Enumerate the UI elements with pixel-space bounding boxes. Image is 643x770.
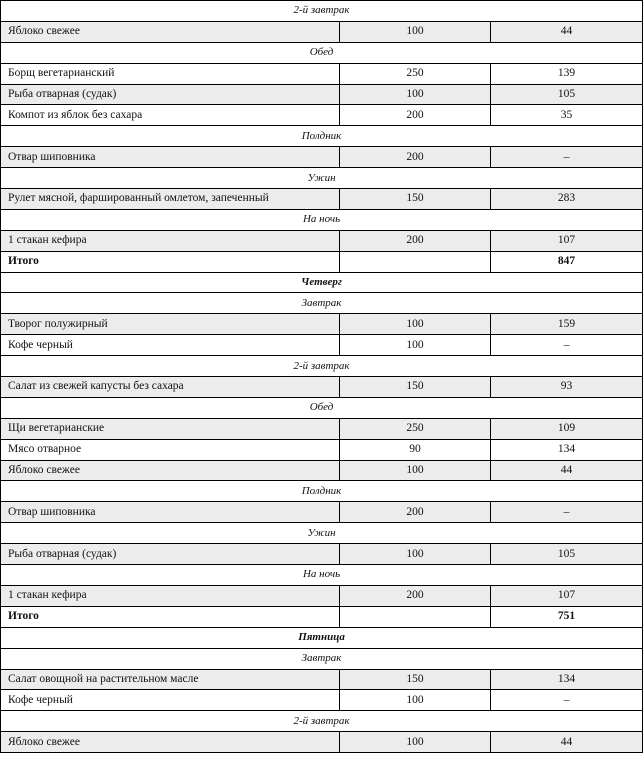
meal-header-row <box>1 126 643 147</box>
food-row <box>1 460 643 481</box>
food-name: Рулет мясной, фаршированный омлетом, запеченный <box>1 189 340 210</box>
food-name: Яблоко свежее <box>1 21 340 42</box>
portion-weight: 100 <box>340 460 491 481</box>
meal-header-row <box>1 397 643 418</box>
food-name: Салат из свежей капусты без сахара <box>1 377 340 398</box>
meal-title: На ночь <box>1 209 643 230</box>
portion-weight: 250 <box>340 63 491 84</box>
food-row <box>1 502 643 523</box>
food-name: Отвар шиповника <box>1 147 340 168</box>
total-row <box>1 606 643 627</box>
meal-title: 2-й завтрак <box>1 356 643 377</box>
meal-header-row <box>1 168 643 189</box>
food-name: Творог полужирный <box>1 314 340 335</box>
food-name: Мясо отварное <box>1 439 340 460</box>
food-name: Кофе черный <box>1 335 340 356</box>
meal-title: Завтрак <box>1 293 643 314</box>
total-label: Итого <box>1 251 340 272</box>
energy-kcal: – <box>491 502 643 523</box>
food-name: Рыба отварная (судак) <box>1 544 340 565</box>
portion-weight: 150 <box>340 669 491 690</box>
energy-kcal: 107 <box>491 230 643 251</box>
meal-title: Завтрак <box>1 648 643 669</box>
portion-weight: 90 <box>340 439 491 460</box>
energy-kcal: 44 <box>491 460 643 481</box>
portion-weight: 150 <box>340 189 491 210</box>
meal-title: Обед <box>1 42 643 63</box>
food-name: Отвар шиповника <box>1 502 340 523</box>
portion-weight: 100 <box>340 690 491 711</box>
meal-header-row <box>1 356 643 377</box>
food-row <box>1 63 643 84</box>
total-label: Итого <box>1 606 340 627</box>
food-row <box>1 189 643 210</box>
energy-kcal: 283 <box>491 189 643 210</box>
portion-weight: 100 <box>340 21 491 42</box>
food-name: 1 стакан кефира <box>1 585 340 606</box>
food-name: Салат овощной на растительном масле <box>1 669 340 690</box>
total-kcal: 847 <box>491 251 643 272</box>
meal-header-row <box>1 481 643 502</box>
energy-kcal: – <box>491 690 643 711</box>
energy-kcal: 134 <box>491 439 643 460</box>
meal-header-row <box>1 565 643 586</box>
meal-title: Обед <box>1 397 643 418</box>
portion-weight: 100 <box>340 732 491 753</box>
energy-kcal: 35 <box>491 105 643 126</box>
meal-header-row <box>1 648 643 669</box>
meal-title: Полдник <box>1 126 643 147</box>
meal-title: На ночь <box>1 565 643 586</box>
meal-header-row <box>1 42 643 63</box>
menu-table-body <box>1 1 643 753</box>
portion-weight: 150 <box>340 377 491 398</box>
energy-kcal: 105 <box>491 84 643 105</box>
food-row <box>1 690 643 711</box>
meal-header-row <box>1 209 643 230</box>
total-kcal: 751 <box>491 606 643 627</box>
food-row <box>1 314 643 335</box>
day-title: Четверг <box>1 272 643 293</box>
energy-kcal: 159 <box>491 314 643 335</box>
portion-weight: 100 <box>340 335 491 356</box>
food-row <box>1 585 643 606</box>
meal-title: Ужин <box>1 168 643 189</box>
portion-weight: 100 <box>340 314 491 335</box>
food-row <box>1 377 643 398</box>
meal-header-row <box>1 1 643 22</box>
portion-weight: 100 <box>340 84 491 105</box>
portion-weight <box>340 251 491 272</box>
food-name: Борщ вегетарианский <box>1 63 340 84</box>
food-name: Яблоко свежее <box>1 732 340 753</box>
portion-weight: 100 <box>340 544 491 565</box>
energy-kcal: 107 <box>491 585 643 606</box>
meal-title: Полдник <box>1 481 643 502</box>
food-row <box>1 230 643 251</box>
portion-weight: 200 <box>340 585 491 606</box>
meal-header-row <box>1 293 643 314</box>
meal-header-row <box>1 711 643 732</box>
food-row <box>1 84 643 105</box>
food-row <box>1 418 643 439</box>
food-name: 1 стакан кефира <box>1 230 340 251</box>
food-row <box>1 21 643 42</box>
meal-title: 2-й завтрак <box>1 711 643 732</box>
energy-kcal: 139 <box>491 63 643 84</box>
food-row <box>1 669 643 690</box>
food-name: Кофе черный <box>1 690 340 711</box>
day-title: Пятница <box>1 627 643 648</box>
meal-title: Ужин <box>1 523 643 544</box>
portion-weight: 200 <box>340 105 491 126</box>
meal-header-row <box>1 523 643 544</box>
food-row <box>1 544 643 565</box>
day-header-row <box>1 272 643 293</box>
food-row <box>1 335 643 356</box>
food-name: Яблоко свежее <box>1 460 340 481</box>
food-name: Рыба отварная (судак) <box>1 84 340 105</box>
energy-kcal: – <box>491 335 643 356</box>
food-row <box>1 439 643 460</box>
day-header-row <box>1 627 643 648</box>
energy-kcal: 44 <box>491 21 643 42</box>
meal-title: 2-й завтрак <box>1 1 643 22</box>
food-name: Щи вегетарианские <box>1 418 340 439</box>
food-row <box>1 732 643 753</box>
energy-kcal: – <box>491 147 643 168</box>
portion-weight: 200 <box>340 147 491 168</box>
portion-weight: 200 <box>340 502 491 523</box>
portion-weight: 250 <box>340 418 491 439</box>
energy-kcal: 44 <box>491 732 643 753</box>
food-row <box>1 147 643 168</box>
energy-kcal: 134 <box>491 669 643 690</box>
energy-kcal: 93 <box>491 377 643 398</box>
food-row <box>1 105 643 126</box>
food-name: Компот из яблок без сахара <box>1 105 340 126</box>
portion-weight <box>340 606 491 627</box>
portion-weight: 200 <box>340 230 491 251</box>
total-row <box>1 251 643 272</box>
energy-kcal: 109 <box>491 418 643 439</box>
energy-kcal: 105 <box>491 544 643 565</box>
